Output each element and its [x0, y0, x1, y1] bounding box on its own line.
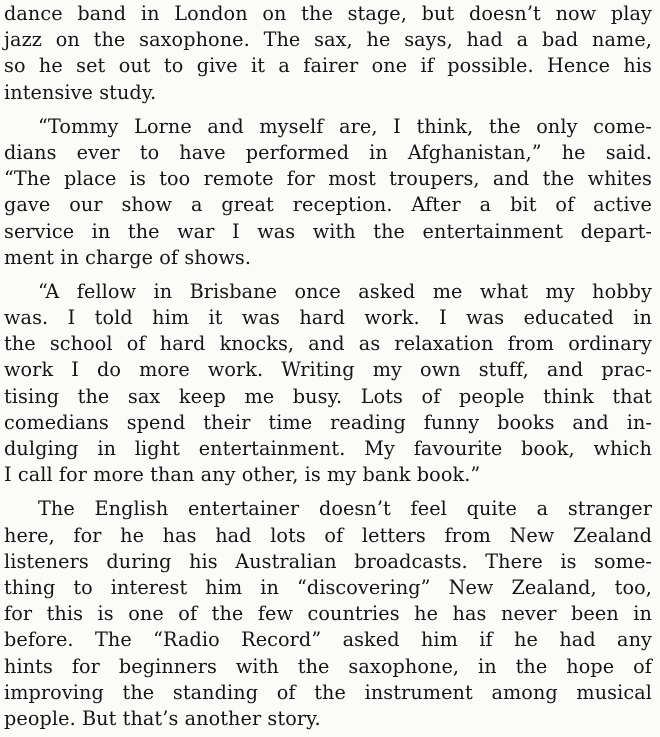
text-line: jazz on the saxophone. The sax, he says, had a bad name, [4, 28, 652, 52]
text-line: work I do more work. Writing my own stuff, and prac- [4, 358, 652, 382]
text-line: gave our show a great reception. After a bit of active [4, 193, 652, 217]
paragraph-1 [4, 1, 652, 106]
text-line: listeners during his Australian broadcasts. There is some- [4, 549, 652, 573]
text-line: people. But that’s another story. [4, 706, 321, 730]
text-line: hints for beginners with the saxophone, in the hope of [4, 654, 652, 678]
text-line: dians ever to have performed in Afghanistan,” he said. [4, 140, 652, 164]
text-line: intensive study. [4, 80, 157, 104]
text-line: The English entertainer doesn’t feel quite a stranger [38, 497, 652, 521]
text-line: for this is one of the few countries he has never been in [4, 602, 652, 626]
text-line: dance band in London on the stage, but doesn’t now play [4, 2, 652, 25]
text-line: “A fellow in Brisbane once asked me what my hobby [38, 279, 652, 303]
text-line: the school of hard knocks, and as relaxation from ordinary [4, 332, 652, 356]
text-line: improving the standing of the instrument among musical [4, 680, 652, 704]
text-line: here, for he has had lots of letters from New Zealand [4, 523, 652, 547]
text-line: tising the sax keep me busy. Lots of people think that [4, 384, 652, 408]
text-line: “Tommy Lorne and myself are, I think, the only come- [38, 114, 652, 138]
text-line: thing to interest him in “discovering” New Zealand, too, [4, 575, 652, 599]
text-line: was. I told him it was hard work. I was educated in [4, 306, 652, 330]
text-line: comedians spend their time reading funny books and in- [4, 410, 652, 434]
text-line: so he set out to give it a fairer one if possible. Hence his [4, 54, 652, 78]
paragraph-2 [4, 114, 652, 271]
text-line: service in the war I was with the entertainment depart- [4, 219, 652, 243]
paragraph-4 [4, 496, 652, 732]
text-line: “The place is too remote for most troupers, and the whites [4, 167, 652, 191]
text-line: I call for more than any other, is my bank book.” [4, 463, 481, 487]
text-line: dulging in light entertainment. My favourite book, which [4, 437, 652, 460]
paragraph-3 [4, 279, 652, 489]
text-line: before. The “Radio Record” asked him if he had any [4, 628, 652, 652]
text-line: ment in charge of shows. [4, 245, 252, 269]
